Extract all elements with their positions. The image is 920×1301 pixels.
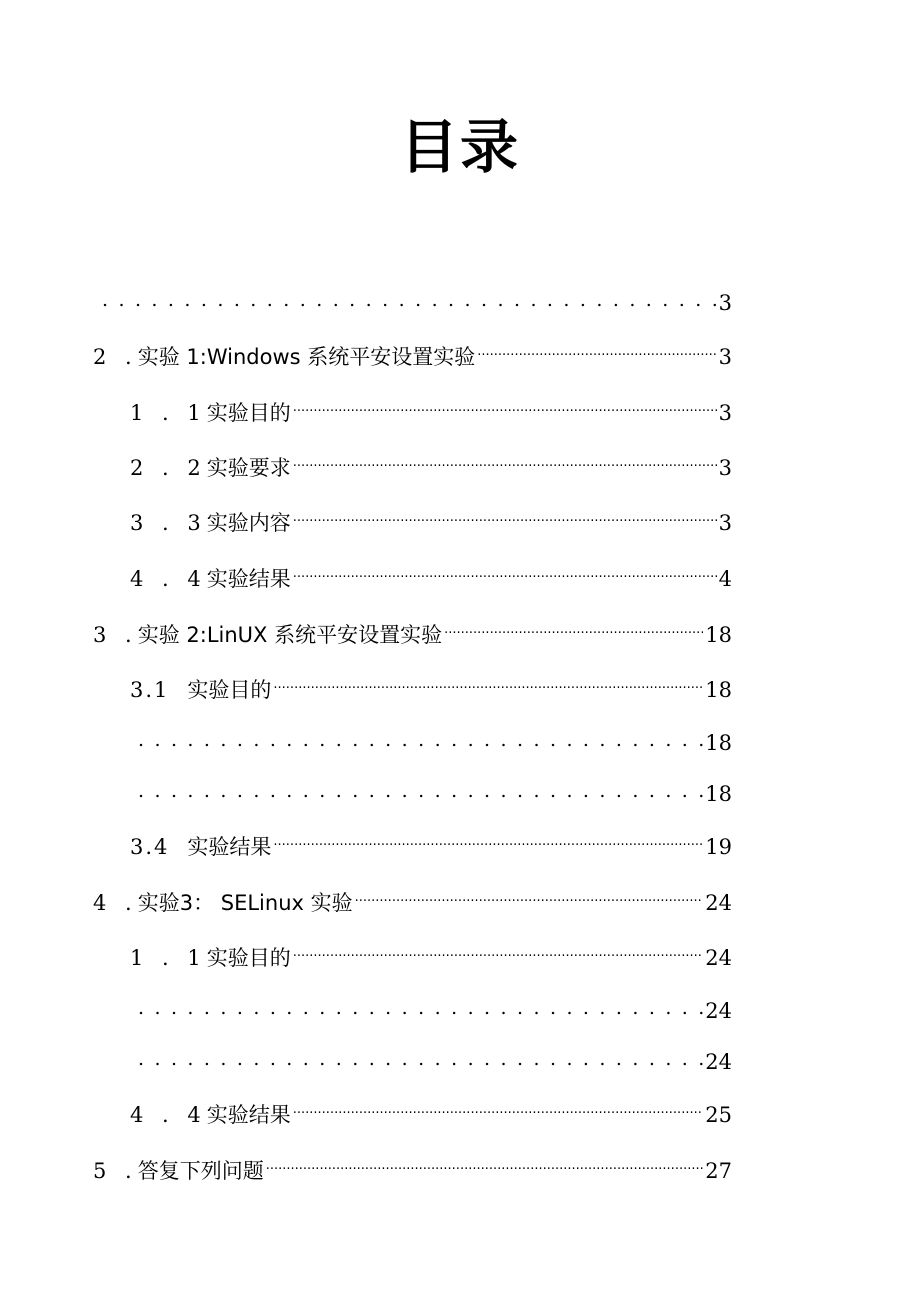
toc-page-number: 3 bbox=[718, 511, 732, 535]
dot-leader bbox=[355, 880, 704, 910]
toc-title: 实验目的 bbox=[206, 946, 291, 970]
dot-leader bbox=[293, 556, 717, 586]
toc-entry[interactable] bbox=[130, 390, 732, 425]
toc-page-number: 24 bbox=[705, 1050, 732, 1074]
dot-leader bbox=[102, 280, 717, 310]
toc-title: 实验要求 bbox=[206, 456, 291, 480]
dot-leader bbox=[273, 824, 703, 854]
toc-page-number: 27 bbox=[705, 1159, 732, 1183]
toc-entry[interactable] bbox=[130, 824, 732, 859]
dot-leader bbox=[293, 445, 717, 475]
dot-leader bbox=[477, 334, 716, 364]
toc-page-number: 3 bbox=[718, 291, 732, 315]
toc-entry[interactable] bbox=[136, 720, 732, 755]
toc-number: 4 . 4 bbox=[130, 567, 207, 591]
toc-title: 实验目的 bbox=[206, 401, 291, 425]
toc-entry[interactable] bbox=[136, 988, 732, 1023]
toc-title: 实验内容 bbox=[206, 511, 291, 535]
toc-page-number: 19 bbox=[705, 835, 732, 859]
page-title: 目录 bbox=[399, 113, 520, 181]
toc-number: 1 . 1 bbox=[130, 401, 207, 425]
toc-title: 实验结果 bbox=[206, 1103, 291, 1127]
toc-number: 4 . 4 bbox=[130, 1103, 207, 1127]
toc-entry[interactable] bbox=[93, 334, 732, 369]
toc-entry[interactable] bbox=[130, 500, 732, 535]
toc-entry[interactable] bbox=[130, 667, 732, 702]
toc-page-number: 4 bbox=[718, 567, 732, 591]
toc-page-number: 24 bbox=[705, 946, 732, 970]
toc-entry[interactable] bbox=[136, 1039, 732, 1074]
toc-title: 实验结果 bbox=[187, 835, 272, 859]
toc-number: 3 . 3 bbox=[130, 511, 207, 535]
toc-entry[interactable] bbox=[93, 612, 732, 647]
toc-title: 答复下列问题 bbox=[137, 1159, 264, 1183]
toc-page-number: 3 bbox=[718, 401, 732, 425]
toc-page-number: 24 bbox=[705, 891, 732, 915]
toc-page-number: 3 bbox=[718, 345, 732, 369]
dot-leader bbox=[138, 988, 703, 1018]
toc-number: 3.4 bbox=[130, 835, 170, 859]
toc-entry[interactable] bbox=[130, 556, 732, 591]
toc-entry[interactable] bbox=[100, 280, 732, 315]
toc-title: 实验 1:Windows 系统平安设置实验 bbox=[137, 345, 476, 369]
toc-page-number: 25 bbox=[705, 1103, 732, 1127]
dot-leader bbox=[138, 771, 703, 801]
dot-leader bbox=[266, 1148, 704, 1178]
toc-number: 4 . bbox=[93, 891, 138, 915]
toc-title: 实验3： SELinux 实验 bbox=[137, 891, 353, 915]
toc-page-number: 3 bbox=[718, 456, 732, 480]
dot-leader bbox=[138, 720, 703, 750]
dot-leader bbox=[293, 500, 717, 530]
toc-number: 5 . bbox=[93, 1159, 138, 1183]
toc-page-number: 18 bbox=[705, 623, 732, 647]
toc-page-number: 18 bbox=[705, 678, 732, 702]
dot-leader bbox=[293, 390, 717, 420]
toc-entry[interactable] bbox=[93, 1148, 732, 1183]
toc-title: 实验结果 bbox=[206, 567, 291, 591]
toc-entry[interactable] bbox=[130, 1092, 732, 1127]
dot-leader bbox=[293, 1092, 704, 1122]
toc-number: 1 . 1 bbox=[130, 946, 207, 970]
toc-entry[interactable] bbox=[136, 771, 732, 806]
toc-number: 3.1 bbox=[130, 678, 170, 702]
toc-page-number: 18 bbox=[705, 731, 732, 755]
toc-number: 3 . bbox=[93, 623, 138, 647]
toc-page-number: 24 bbox=[705, 999, 732, 1023]
toc-entry[interactable] bbox=[130, 445, 732, 480]
toc-number: 2 . 2 bbox=[130, 456, 207, 480]
toc-entry[interactable] bbox=[130, 935, 732, 970]
dot-leader bbox=[273, 667, 703, 697]
toc-entry[interactable] bbox=[93, 880, 732, 915]
toc-title: 实验目的 bbox=[187, 678, 272, 702]
toc-title: 实验 2:LinUX 系统平安设置实验 bbox=[137, 623, 443, 647]
toc-page-number: 18 bbox=[705, 782, 732, 806]
toc-number: 2 . bbox=[93, 345, 138, 369]
dot-leader bbox=[293, 935, 704, 965]
dot-leader bbox=[444, 612, 703, 642]
dot-leader bbox=[138, 1039, 703, 1069]
